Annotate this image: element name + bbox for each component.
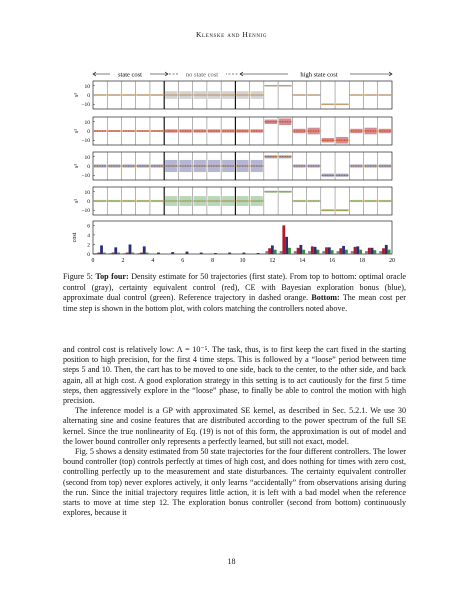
cost-bar (342, 246, 345, 254)
cost-bar (126, 253, 129, 254)
cost-bar (311, 246, 314, 254)
state-panel-4 (74, 187, 392, 215)
cost-bar (112, 253, 115, 254)
cost-bar (131, 253, 134, 254)
paragraph-3: Fig. 5 shows a density estimated from 50 state trajectories for the four different controllers. The lower bound controller (top) controls perfectly at times of high cost, and does nothing for times with zero cost, controlling perfectly up to the measurement and state disturbances. The certainty equivalent controller (second from top) never explores actively, it only learns “accidentally” from observations arising during the run. Since the initial trajectory requires little action, it is left with a bad model when the reference starts to move at time step 12. The exploration bonus controller (second from bottom) continuously explores, because it (63, 447, 406, 518)
cost-bar (351, 251, 354, 254)
cost-bar (200, 253, 203, 254)
caption-bold-bottom: Bottom: (311, 293, 340, 303)
cost-bar (186, 252, 189, 254)
caption-label: Figure 5: (63, 272, 93, 281)
state-tick-label: 0 (87, 93, 90, 99)
cost-bar (308, 251, 311, 254)
cost-bar (109, 253, 112, 254)
cost-bar (103, 253, 106, 254)
cost-bar (299, 245, 302, 254)
cost-ylabel: cost (72, 232, 78, 243)
cost-bar (157, 253, 160, 254)
cost-tick-label: 6 (87, 223, 90, 230)
cost-bar (337, 251, 340, 254)
cost-bar (117, 253, 120, 254)
panel-ylabel: s¹ (74, 92, 80, 98)
cost-bar (356, 246, 359, 254)
x-tick-label: 8 (211, 258, 215, 264)
cost-bar (243, 253, 246, 254)
cost-bar (265, 251, 268, 254)
cost-bar (379, 251, 382, 254)
x-tick-label: 10 (239, 258, 246, 264)
cost-bar (345, 250, 348, 254)
cost-bar (114, 247, 117, 254)
figure-5 (0, 0, 463, 270)
region-label-no-state-cost: no state cost (185, 71, 219, 79)
body-text (63, 345, 406, 518)
state-panel-2 (74, 117, 392, 145)
cost-bar (388, 250, 391, 254)
state-tick-label: 10 (84, 119, 90, 126)
cost-bar (228, 253, 231, 254)
cost-bar (339, 248, 342, 254)
state-tick-label: −10 (81, 173, 90, 180)
cost-tick-label: 0 (87, 252, 90, 258)
cost-bar (302, 250, 305, 254)
x-tick-label: 2 (121, 258, 125, 264)
paragraph-1: and control cost is relatively low: Λ = 10⁻⁵. The task, thus, is to first keep the cart fixed in the starting position to high precision, for the first 4 time steps. This is followed by a “loose” period between time steps 5 and 10. Then, the cart has to be moved to one side, back to the center, to the other side, and back again, all at high cost. A good exploration strategy in this setting is to act cautiously for the first 5 time steps, then aggressively explore in the “loose” phase, to finally be able to control the motion with high precision. (63, 345, 406, 406)
cost-bar (268, 248, 271, 254)
state-tick-label: −10 (81, 208, 90, 215)
state-tick-label: 0 (87, 199, 90, 205)
cost-bar (288, 248, 291, 254)
cost-bar (123, 253, 126, 254)
cost-bar (382, 248, 385, 254)
cost-bar (280, 251, 283, 254)
caption-text-bottom: The mean cost per time step is shown in the bottom plot, with colors matching the controllers noted above. (63, 293, 406, 313)
cost-bar (368, 248, 371, 254)
cost-bar (271, 245, 274, 254)
x-tick-label: 0 (91, 258, 95, 264)
region-label-high-state-cost: high state cost (300, 71, 338, 79)
panel-ylabel: s¹ (74, 163, 80, 169)
figure-caption (63, 272, 406, 314)
state-panel-1 (74, 81, 392, 109)
state-tick-label: −10 (81, 102, 90, 109)
running-header: Klenske and Hennig (195, 30, 268, 39)
cost-bar (314, 247, 317, 254)
state-tick-label: 10 (84, 154, 90, 161)
paragraph-2: The inference model is a GP with approximated SE kernel, as described in Sec. 5.2.1. We use 30 alternating sine and cosine features that are distributed according to the power spectrum of the full SE kernel. Since the true nonlinearity of Eq. (19) is not of this form, the approximation is out of model and the lower bound controller only represents a perfectly learned, but still not exact, model. (63, 406, 406, 446)
page-number: 18 (227, 557, 236, 566)
state-tick-label: −10 (81, 138, 90, 145)
cost-bar (137, 253, 140, 254)
cost-bar (285, 237, 288, 254)
cost-panel-frame (93, 221, 392, 254)
cost-bar (274, 250, 277, 254)
cost-bar (129, 244, 132, 254)
cost-bar (297, 248, 300, 254)
x-tick-label: 12 (269, 258, 276, 264)
cost-bar (282, 225, 285, 254)
cost-bar (257, 253, 260, 254)
cost-bar (325, 247, 328, 254)
x-tick-label: 14 (299, 258, 306, 264)
cost-bar (146, 253, 149, 254)
cost-bar (322, 251, 325, 254)
caption-text-top: Density estimate for 50 trajectories (first state). From top to bottom: optimal oracle control (gray), certainty equivalent control (red), CE with Bayesian exploration bonus (blue), approximate dual control (green). Reference trajectory in dashed orange. (63, 272, 407, 303)
cost-bar (317, 250, 320, 254)
cost-bar (100, 245, 103, 254)
state-tick-label: 0 (87, 129, 90, 135)
cost-bar (171, 252, 174, 254)
cost-bar (359, 250, 362, 254)
x-tick-label: 4 (151, 258, 155, 264)
cost-bar (143, 246, 146, 254)
state-tick-label: 10 (84, 189, 90, 196)
cost-tick-label: 2 (87, 242, 90, 249)
cost-bar (97, 253, 100, 254)
panel-ylabel: s¹ (74, 128, 80, 134)
cost-tick-label: 4 (87, 232, 90, 239)
cost-bar (331, 250, 334, 254)
state-panel-3 (74, 152, 392, 180)
x-tick-label: 6 (181, 258, 185, 264)
cost-bar (373, 250, 376, 254)
cost-bar (140, 253, 143, 254)
x-tick-label: 18 (359, 258, 365, 264)
cost-bar (214, 253, 217, 254)
cost-bar (294, 251, 297, 254)
state-tick-label: 0 (87, 164, 90, 170)
state-tick-label: 10 (84, 83, 90, 90)
cost-bar (385, 245, 388, 254)
cost-bar (95, 253, 98, 254)
caption-bold-top: Top four: (95, 272, 129, 281)
cost-bar (371, 248, 374, 254)
cost-bar (365, 251, 368, 254)
cost-bar (354, 247, 357, 254)
x-tick-label: 20 (389, 258, 395, 264)
cost-bar (328, 247, 331, 254)
region-label-state-cost: state cost (117, 71, 143, 79)
panel-ylabel: s¹ (74, 198, 80, 204)
x-tick-label: 16 (329, 258, 336, 264)
